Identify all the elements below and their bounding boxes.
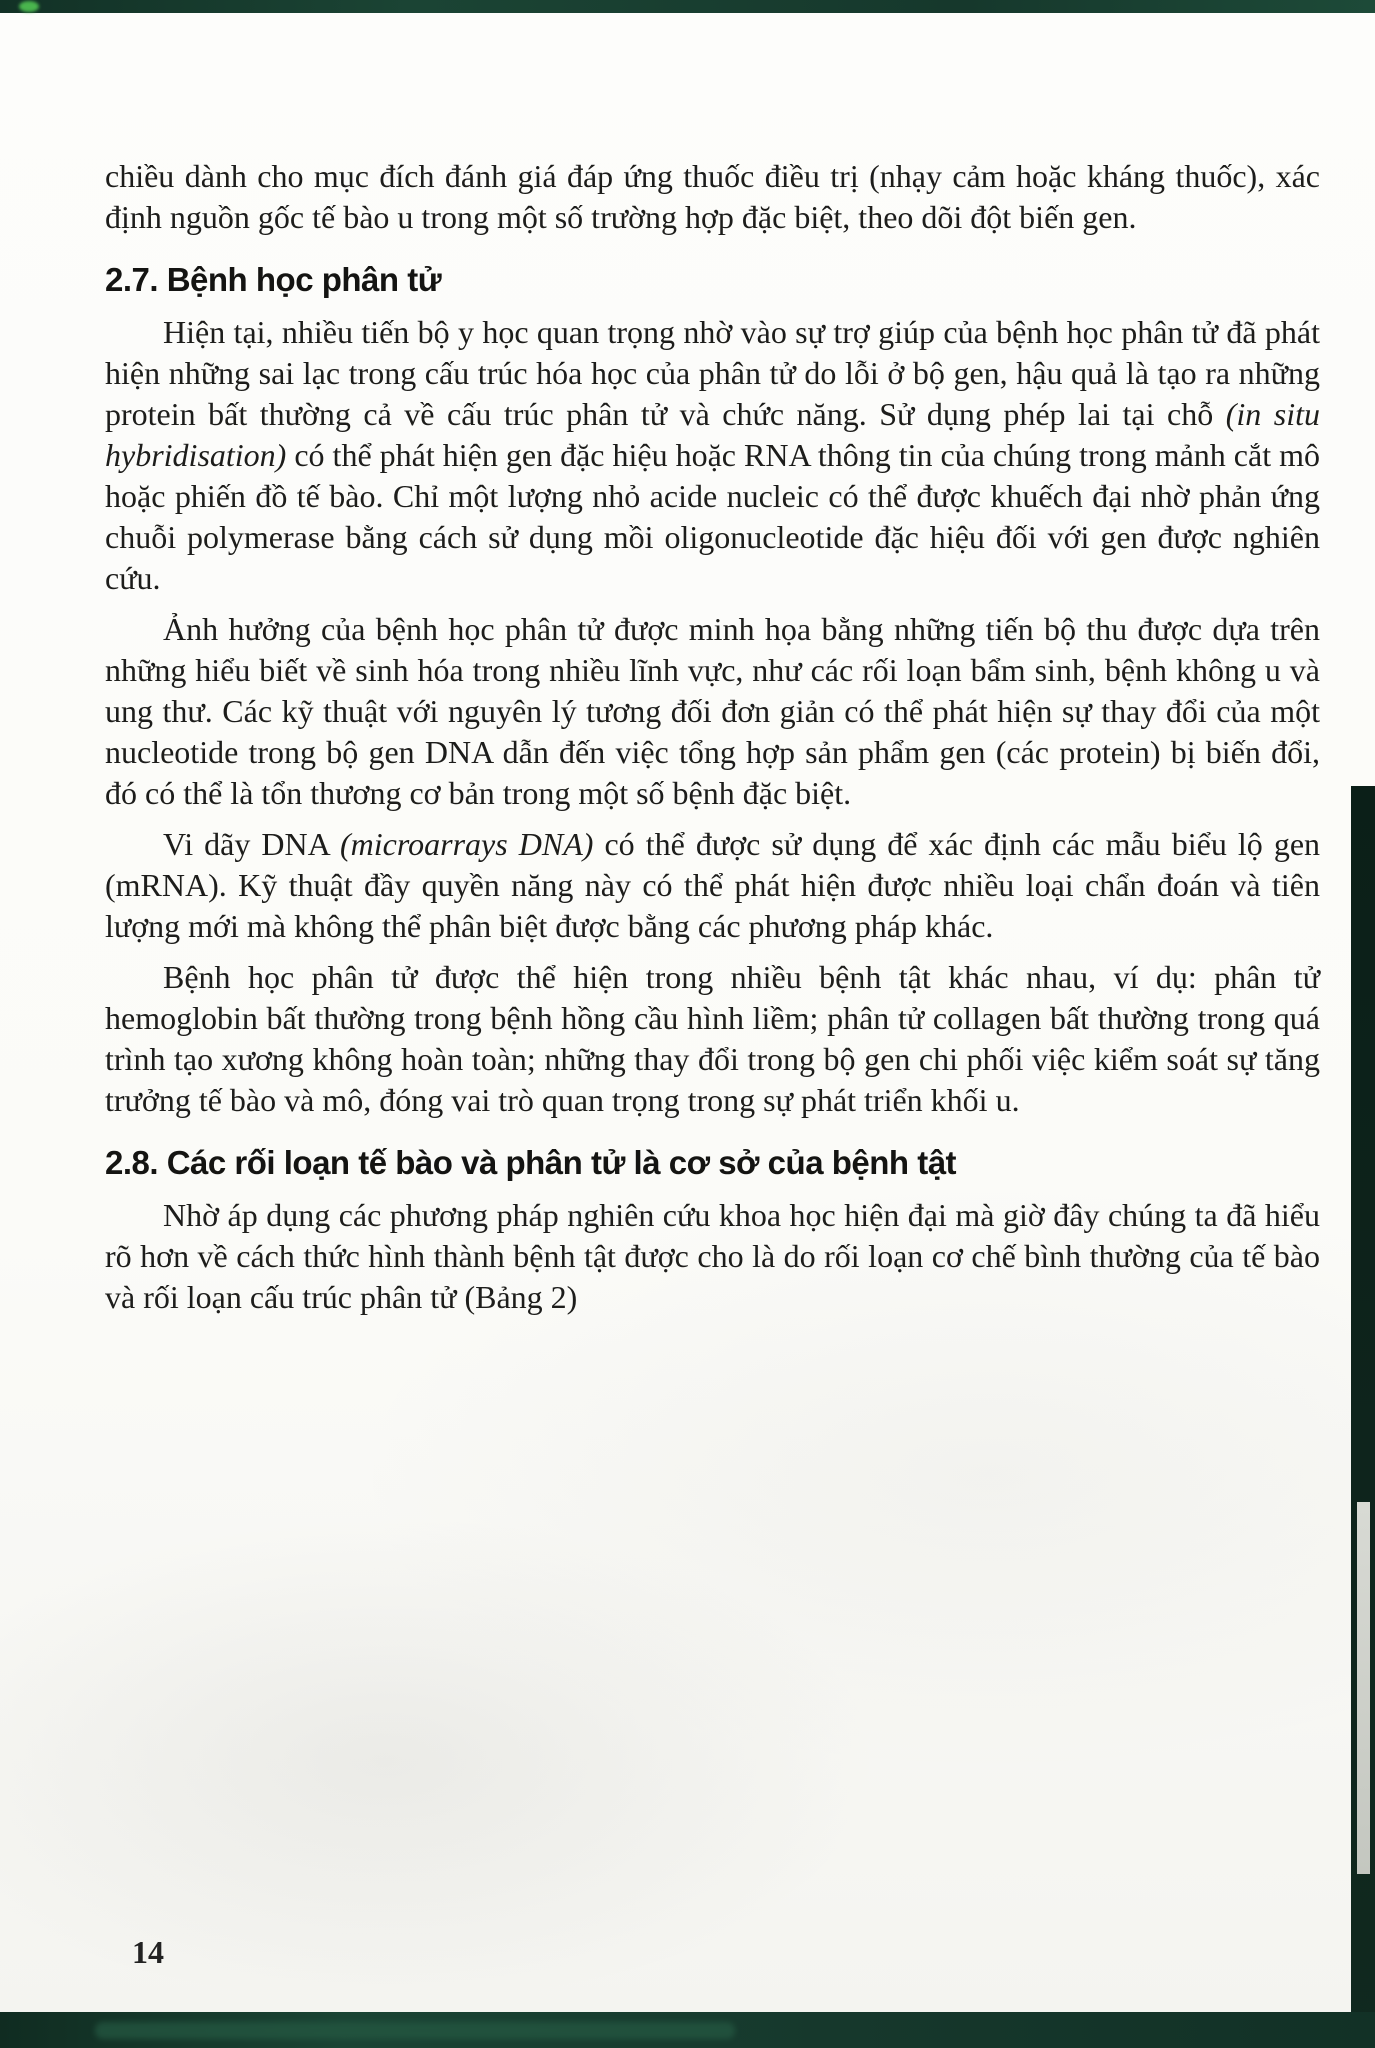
paragraph-continuation: chiều dành cho mục đích đánh giá đáp ứng thuốc điều trị (nhạy cảm hoặc kháng thuốc), xác định nguồn gốc tế bào u trong một số trường hợp đặc biệt, theo dõi đột biến gen.	[105, 158, 1320, 235]
paragraph-cell-disorders-1: Nhờ áp dụng các phương pháp nghiên cứu khoa học hiện đại mà giờ đây chúng ta đã hiểu rõ hơn về cách thức hình thành bệnh tật được cho là do rối loạn cơ chế bình thường của tế bào và rối loạn cấu trúc phân tử (Bảng 2)	[105, 1197, 1320, 1315]
scan-edge-top	[0, 0, 1375, 13]
section-heading-2-8: 2.8. Các rối loạn tế bào và phân tử là cơ sở của bệnh tật	[105, 1144, 957, 1181]
page-text-block	[105, 156, 1320, 1328]
paragraph-molecular-pathology-3: Vi dãy DNA (microarrays DNA) có thể được sử dụng để xác định các mẫu biểu lộ gen (mRNA). Kỹ thuật đầy quyền năng này có thể phát hiện được nhiều loại chẩn đoán và tiên lượng mới mà không thể phân biệt được bằng các phương pháp khác.	[105, 826, 1321, 944]
paragraph-molecular-pathology-2: Ảnh hưởng của bệnh học phân tử được minh họa bằng những tiến bộ thu được dựa trên những hiểu biết về sinh hóa trong nhiều lĩnh vực, như các rối loạn bẩm sinh, bệnh không u và ung thư. Các kỹ thuật với nguyên lý tương đối đơn giản có thể phát hiện sự thay đổi của một nucleotide trong bộ gen DNA dẫn đến việc tổng hợp sản phẩm gen (các protein) bị biến đổi, đó có thể là tổn thương cơ bản trong một số bệnh đặc biệt.	[105, 611, 1320, 811]
paragraph-molecular-pathology-4: Bệnh học phân tử được thể hiện trong nhiều bệnh tật khác nhau, ví dụ: phân tử hemoglobin bất thường trong bệnh hồng cầu hình liềm; phân tử collagen bất thường trong quá trình tạo xương không hoàn toàn; những thay đổi trong bộ gen chi phối việc kiểm soát sự tăng trưởng tế bào và mô, đóng vai trò quan trọng trong sự phát triển khối u.	[105, 959, 1320, 1118]
scanner-light-dot	[19, 1, 39, 12]
section-heading-2-7: 2.7. Bệnh học phân tử	[105, 261, 442, 298]
page-number: 14	[132, 1934, 164, 1970]
scan-edge-right-light-strip	[1357, 1502, 1370, 1874]
scan-edge-bottom-light-strip	[95, 2022, 735, 2039]
paragraph-molecular-pathology-1: Hiện tại, nhiều tiến bộ y học quan trọng nhờ vào sự trợ giúp của bệnh học phân tử đã phát hiện những sai lạc trong cấu trúc hóa học của phân tử do lỗi ở bộ gen, hậu quả là tạo ra những protein bất thường cả về cấu trúc phân tử và chức năng. Sử dụng phép lai tại chỗ (in situ hybridisation) có thể phát hiện gen đặc hiệu hoặc RNA thông tin của chúng trong mảnh cắt mô hoặc phiến đồ tế bào. Chỉ một lượng nhỏ acide nucleic có thể được khuếch đại nhờ phản ứng chuỗi polymerase bằng cách sử dụng mồi oligonucleotide đặc hiệu đối với gen được nghiên cứu.	[105, 314, 1321, 596]
